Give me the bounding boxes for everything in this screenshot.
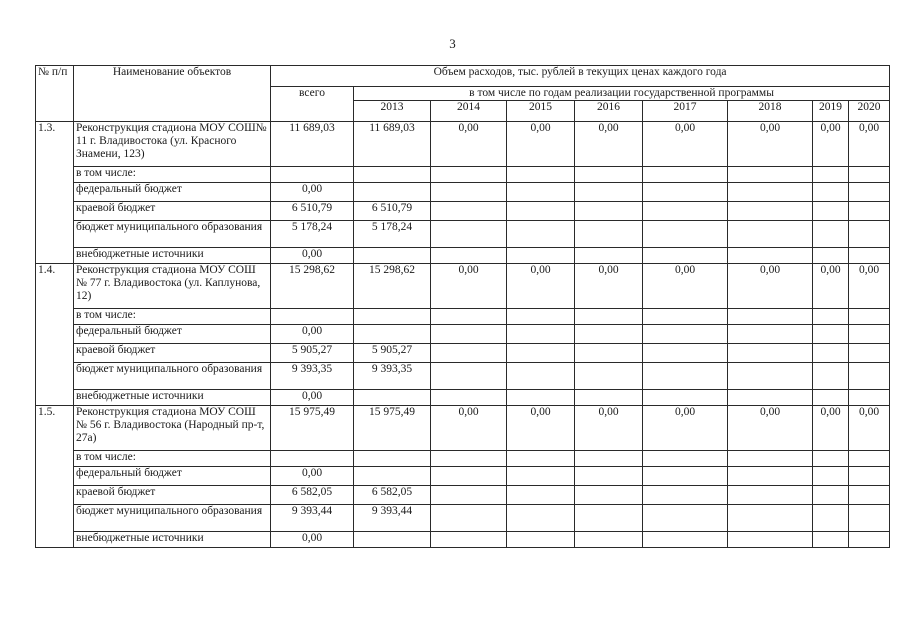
empty-cell: [575, 486, 643, 505]
empty-cell: [431, 467, 507, 486]
empty-cell: [813, 467, 849, 486]
empty-cell: [728, 183, 813, 202]
empty-cell: [728, 451, 813, 467]
empty-cell: [728, 532, 813, 548]
funding-2013-cell: 9 393,35: [354, 363, 431, 390]
funding-total-cell: 0,00: [271, 467, 354, 486]
empty-cell: [575, 325, 643, 344]
empty-cell: [431, 451, 507, 467]
funding-total-cell: 5 178,24: [271, 221, 354, 248]
empty-cell: [507, 467, 575, 486]
funding-2013-cell: 9 393,44: [354, 505, 431, 532]
empty-cell: [575, 202, 643, 221]
empty-cell: [431, 325, 507, 344]
year-value-cell: 0,00: [507, 264, 575, 309]
funding-2013-cell: 5 905,27: [354, 344, 431, 363]
empty-cell: [575, 363, 643, 390]
empty-cell: [507, 532, 575, 548]
funding-total-cell: 0,00: [271, 390, 354, 406]
empty-cell: [849, 532, 890, 548]
empty-cell: [643, 221, 728, 248]
funding-row: [36, 505, 890, 532]
empty-cell: [507, 221, 575, 248]
section-number: 1.5.: [36, 406, 74, 548]
year-value-cell: 0,00: [813, 264, 849, 309]
empty-cell: [813, 202, 849, 221]
header-year: 2013: [354, 101, 431, 122]
year-value-cell: 0,00: [849, 406, 890, 451]
empty-cell: [507, 248, 575, 264]
empty-cell: [643, 532, 728, 548]
funding-source-label: краевой бюджет: [74, 202, 271, 221]
empty-cell: [728, 221, 813, 248]
empty-cell: [575, 532, 643, 548]
year-value-cell: 15 298,62: [354, 264, 431, 309]
empty-cell: [728, 505, 813, 532]
funding-row: [36, 248, 890, 264]
funding-source-label: бюджет муниципального образования: [74, 363, 271, 390]
year-value-cell: 0,00: [813, 406, 849, 451]
empty-cell: [575, 390, 643, 406]
empty-cell: [643, 486, 728, 505]
empty-cell: [849, 390, 890, 406]
empty-cell: [813, 167, 849, 183]
year-value-cell: 0,00: [575, 264, 643, 309]
year-value-cell: 0,00: [849, 122, 890, 167]
empty-cell: [849, 167, 890, 183]
funding-2013-cell: [354, 183, 431, 202]
funding-total-cell: [271, 309, 354, 325]
year-value-cell: 0,00: [431, 122, 507, 167]
empty-cell: [813, 183, 849, 202]
empty-cell: [431, 344, 507, 363]
empty-cell: [643, 467, 728, 486]
header-year: 2016: [575, 101, 643, 122]
empty-cell: [849, 344, 890, 363]
empty-cell: [643, 183, 728, 202]
empty-cell: [643, 505, 728, 532]
funding-source-label: бюджет муниципального образования: [74, 505, 271, 532]
year-value-cell: 0,00: [431, 264, 507, 309]
funding-source-label: в том числе:: [74, 167, 271, 183]
empty-cell: [849, 486, 890, 505]
empty-cell: [849, 202, 890, 221]
total-cell: 15 975,49: [271, 406, 354, 451]
year-value-cell: 0,00: [813, 122, 849, 167]
empty-cell: [575, 183, 643, 202]
funding-2013-cell: [354, 325, 431, 344]
empty-cell: [507, 325, 575, 344]
funding-2013-cell: 6 510,79: [354, 202, 431, 221]
empty-cell: [728, 167, 813, 183]
empty-cell: [813, 248, 849, 264]
funding-row: [36, 532, 890, 548]
empty-cell: [575, 344, 643, 363]
funding-2013-cell: [354, 248, 431, 264]
empty-cell: [431, 248, 507, 264]
empty-cell: [643, 309, 728, 325]
empty-cell: [507, 505, 575, 532]
empty-cell: [849, 505, 890, 532]
empty-cell: [431, 309, 507, 325]
page-number: 3: [449, 36, 456, 51]
empty-cell: [431, 532, 507, 548]
funding-total-cell: 0,00: [271, 325, 354, 344]
empty-cell: [849, 183, 890, 202]
funding-source-label: в том числе:: [74, 309, 271, 325]
empty-cell: [813, 532, 849, 548]
year-value-cell: 0,00: [431, 406, 507, 451]
year-value-cell: 0,00: [643, 122, 728, 167]
year-value-cell: 15 975,49: [354, 406, 431, 451]
empty-cell: [643, 363, 728, 390]
empty-cell: [575, 248, 643, 264]
funding-total-cell: 0,00: [271, 532, 354, 548]
funding-2013-cell: [354, 167, 431, 183]
empty-cell: [728, 248, 813, 264]
empty-cell: [643, 390, 728, 406]
funding-source-label: федеральный бюджет: [74, 183, 271, 202]
funding-row: [36, 363, 890, 390]
funding-source-label: федеральный бюджет: [74, 325, 271, 344]
object-name: Реконструкция стадиона МОУ СОШ № 77 г. Владивостока (ул. Каплунова, 12): [74, 264, 271, 309]
empty-cell: [507, 202, 575, 221]
empty-cell: [728, 363, 813, 390]
empty-cell: [813, 505, 849, 532]
empty-cell: [643, 325, 728, 344]
header-by-years: в том числе по годам реализации государственной программы: [354, 87, 890, 101]
section-number: 1.4.: [36, 264, 74, 406]
year-value-cell: 0,00: [507, 122, 575, 167]
empty-cell: [849, 451, 890, 467]
funding-total-cell: 9 393,35: [271, 363, 354, 390]
empty-cell: [728, 344, 813, 363]
empty-cell: [431, 363, 507, 390]
year-value-cell: 0,00: [507, 406, 575, 451]
object-name: Реконструкция стадиона МОУ СОШ № 56 г. Владивостока (Народный пр-т, 27а): [74, 406, 271, 451]
header-year: 2014: [431, 101, 507, 122]
funding-total-cell: 6 582,05: [271, 486, 354, 505]
empty-cell: [575, 309, 643, 325]
funding-total-cell: [271, 451, 354, 467]
empty-cell: [813, 309, 849, 325]
year-value-cell: 0,00: [728, 122, 813, 167]
empty-cell: [728, 467, 813, 486]
table-row: [36, 122, 890, 167]
empty-cell: [507, 363, 575, 390]
year-value-cell: 0,00: [728, 406, 813, 451]
header-year: 2017: [643, 101, 728, 122]
funding-row: [36, 325, 890, 344]
empty-cell: [849, 309, 890, 325]
funding-source-label: бюджет муниципального образования: [74, 221, 271, 248]
empty-cell: [728, 390, 813, 406]
header-name: Наименование объектов: [74, 66, 271, 122]
empty-cell: [507, 183, 575, 202]
section-number: 1.3.: [36, 122, 74, 264]
empty-cell: [643, 451, 728, 467]
funding-row: [36, 486, 890, 505]
empty-cell: [728, 202, 813, 221]
empty-cell: [643, 344, 728, 363]
funding-2013-cell: 6 582,05: [354, 486, 431, 505]
empty-cell: [813, 344, 849, 363]
empty-cell: [431, 183, 507, 202]
empty-cell: [849, 221, 890, 248]
empty-cell: [813, 325, 849, 344]
empty-cell: [813, 221, 849, 248]
funding-row: [36, 344, 890, 363]
empty-cell: [849, 363, 890, 390]
funding-source-label: внебюджетные источники: [74, 248, 271, 264]
empty-cell: [643, 202, 728, 221]
header-year: 2015: [507, 101, 575, 122]
year-value-cell: 0,00: [643, 406, 728, 451]
total-cell: 11 689,03: [271, 122, 354, 167]
funding-total-cell: [271, 167, 354, 183]
empty-cell: [849, 325, 890, 344]
empty-cell: [431, 202, 507, 221]
empty-cell: [643, 248, 728, 264]
year-value-cell: 0,00: [849, 264, 890, 309]
empty-cell: [431, 167, 507, 183]
funding-row: [36, 390, 890, 406]
empty-cell: [431, 221, 507, 248]
funding-total-cell: 6 510,79: [271, 202, 354, 221]
empty-cell: [849, 248, 890, 264]
funding-row: [36, 467, 890, 486]
funding-total-cell: 9 393,44: [271, 505, 354, 532]
header-year: 2018: [728, 101, 813, 122]
funding-source-label: федеральный бюджет: [74, 467, 271, 486]
year-value-cell: 0,00: [728, 264, 813, 309]
empty-cell: [507, 309, 575, 325]
empty-cell: [507, 451, 575, 467]
funding-total-cell: 0,00: [271, 248, 354, 264]
empty-cell: [643, 167, 728, 183]
funding-2013-cell: [354, 451, 431, 467]
object-name: Реконструкция стадиона МОУ СОШ№ 11 г. Владивостока (ул. Красного Знамени, 123): [74, 122, 271, 167]
header-year: 2020: [849, 101, 890, 122]
empty-cell: [507, 344, 575, 363]
empty-cell: [575, 221, 643, 248]
empty-cell: [813, 486, 849, 505]
header-total: всего: [271, 87, 354, 122]
empty-cell: [507, 390, 575, 406]
empty-cell: [813, 390, 849, 406]
funding-source-label: внебюджетные источники: [74, 532, 271, 548]
empty-cell: [507, 486, 575, 505]
empty-cell: [728, 325, 813, 344]
empty-cell: [813, 451, 849, 467]
funding-row: [36, 183, 890, 202]
year-value-cell: 0,00: [575, 122, 643, 167]
empty-cell: [575, 451, 643, 467]
funding-source-label: краевой бюджет: [74, 344, 271, 363]
header-expenses: Объем расходов, тыс. рублей в текущих ценах каждого года: [271, 66, 890, 87]
empty-cell: [507, 167, 575, 183]
empty-cell: [431, 505, 507, 532]
table-row: [36, 406, 890, 451]
funding-row: [36, 202, 890, 221]
empty-cell: [575, 467, 643, 486]
total-cell: 15 298,62: [271, 264, 354, 309]
funding-row: [36, 221, 890, 248]
empty-cell: [575, 505, 643, 532]
header-year: 2019: [813, 101, 849, 122]
header-no: № п/п: [36, 66, 74, 122]
funding-source-label: в том числе:: [74, 451, 271, 467]
budget-table: [35, 65, 890, 548]
funding-row: [36, 167, 890, 183]
empty-cell: [728, 309, 813, 325]
funding-2013-cell: [354, 532, 431, 548]
empty-cell: [849, 467, 890, 486]
funding-row: [36, 309, 890, 325]
funding-source-label: внебюджетные источники: [74, 390, 271, 406]
empty-cell: [431, 486, 507, 505]
funding-row: [36, 451, 890, 467]
funding-total-cell: 5 905,27: [271, 344, 354, 363]
empty-cell: [813, 363, 849, 390]
funding-2013-cell: [354, 390, 431, 406]
funding-source-label: краевой бюджет: [74, 486, 271, 505]
funding-total-cell: 0,00: [271, 183, 354, 202]
funding-2013-cell: 5 178,24: [354, 221, 431, 248]
empty-cell: [728, 486, 813, 505]
year-value-cell: 11 689,03: [354, 122, 431, 167]
table-row: [36, 264, 890, 309]
year-value-cell: 0,00: [575, 406, 643, 451]
empty-cell: [575, 167, 643, 183]
empty-cell: [431, 390, 507, 406]
funding-2013-cell: [354, 309, 431, 325]
funding-2013-cell: [354, 467, 431, 486]
year-value-cell: 0,00: [643, 264, 728, 309]
